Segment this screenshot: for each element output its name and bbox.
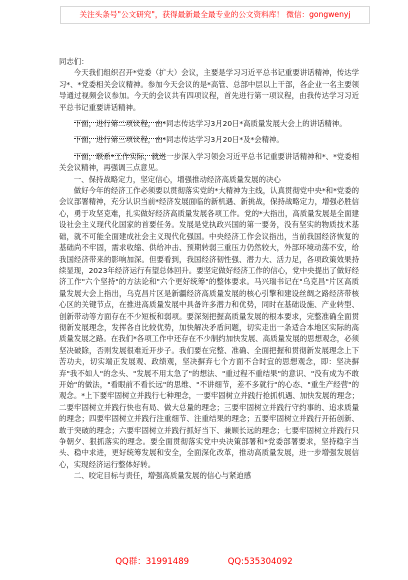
document-body	[59, 56, 359, 482]
paragraph-agenda-2: 下面，进行第二项议程，由*同志传达学习3月20日*高质量发展大会上的讲话精神。	[73, 119, 347, 129]
section-heading-2: 二、咬定目标与责任，增强高质量发展的信心与紧迫感	[73, 471, 252, 481]
dotted-separator	[59, 131, 359, 132]
paragraph-section-1: 做好今年的经济工作必须要以贯彻落实党的*大精神为主线，认真贯彻党中央*和*党委的会议部署精神，充分认识当前*经济发展面临的新机遇、新挑战，保持战略定力，增强必胜信心，勇于攻坚克难，扎实做好经济高质量发展各项工作。党的*大指出，高质量发展是全面建设社会主义现代化国家的首要任务。发展是党执政兴国的第一要务，没有坚实的物质技术基础，就不可能全面建成社会主义现代化强国。中央经济工作会议指出，当前我国经济恢复的基础尚不牢固，需求收缩、供给冲击、预期转弱三重压力仍然较大，外部环境动荡不安，给我国经济带来的影响加深。但要看到，我国经济韧性强、潜力大、活力足，各项政策效果持续显现，2023年经济运行有望总体回升。要坚定做好经济工作的信心，党中央提出了做好经济工作"六个坚持"的方法论和"六个更好统筹"的整体要求。马兴瑞书记在"乌克昌"片区高质量发展大会上指出，乌克昌片区是新疆经济高质量发展的核心引擎和建设丝绸之路经济带核心区的关键节点，在推进高质量发展中具备许多潜力和优势，同时在基础设施、产业转型、创新带动等方面存在不少短板和弱项。要深刻把握高质量发展的根本要求，完整准确全面贯彻新发展理念，发挥各自比较优势，加快解决矛盾问题，切实走出一条适合本地区实际的高质量发展之路。在我们*各项工作中还存在不少制约加快发展、高质量发展的思想观念，必须坚决破除，否则发展很难近开步子。我们要在完整、准确、全面把握和贯彻新发展理念上下苦功夫，切实端正发展观、政绩观，坚决摒弃七个方面不合时宜的思想观念，即：坚决摒弃"我不如人"的念头、"发展不用太急了"的想法、"重过程不重结果"的意识、"没有成为不敢开始"的做法，"看眼前不看长远"的思维、"不讲细节，差不多就行"的心态、"重生产经营"的观念。*上下要牢固树立并践行七种理念，一要牢固树立并践行抢抓机遇、加快发展的理念；二要牢固树立并践行快也有局、做大总量的理念；三要牢固树立并践行守约事的、追求质量的理念；四要牢固树立并践行注重细节、注重结果的理念；五要牢固树立并践行开拓创新、敢于突破的理念；六要牢固树立并践行抓好当下、兼顾长远的理念；七要牢固树立并践行只争朝夕、狠抓落实的理念。要全面贯彻落实党中央决策部署和*党委部署要求，坚持稳字当头、稳中求进，更好统筹发展和安全，全面深化改革，推动高质量发展，进一步增强发展信心，实现经济运行整体好转。	[59, 186, 359, 469]
promo-banner: 关注头条号"公文研究"，获得最新最全最专业的公文资料库！ 微信：gongwenyj	[60, 6, 370, 24]
dotted-separator	[59, 115, 359, 116]
paragraph-agenda-4: 下面，联系*工作实际，就进一步深入学习领会习近平总书记重要讲话精神和*、*党委相关会议精神，再强调三点意见。	[59, 151, 359, 173]
salutation: 同志们：	[59, 57, 89, 66]
paragraph-intro: 今天我们组织召开*党委（扩大）会议，主要是学习习近平总书记重要讲话精神，传达学习*、*党委相关会议精神。参加今天会议的是*高管、总部中层以上干部，各企业一名主要领导通过视频会议参加。今天的会议共有四项议程，首先进行第一项议程，由我传达学习习近平总书记重要讲话精神。	[59, 68, 359, 112]
footer-qq: QQ:535304092	[227, 557, 293, 567]
footer-contact	[0, 555, 408, 567]
paragraph-agenda-3: 下面，进行第三项议程，由*同志传达学习3月20日*及*会精神。	[73, 135, 284, 145]
dotted-separator	[59, 148, 359, 149]
footer-qq-group: QQ群：31991489	[115, 557, 190, 567]
section-heading-1: 一、保持战略定力，坚定信心，增强推动经济高质量发展的决心	[73, 174, 281, 184]
